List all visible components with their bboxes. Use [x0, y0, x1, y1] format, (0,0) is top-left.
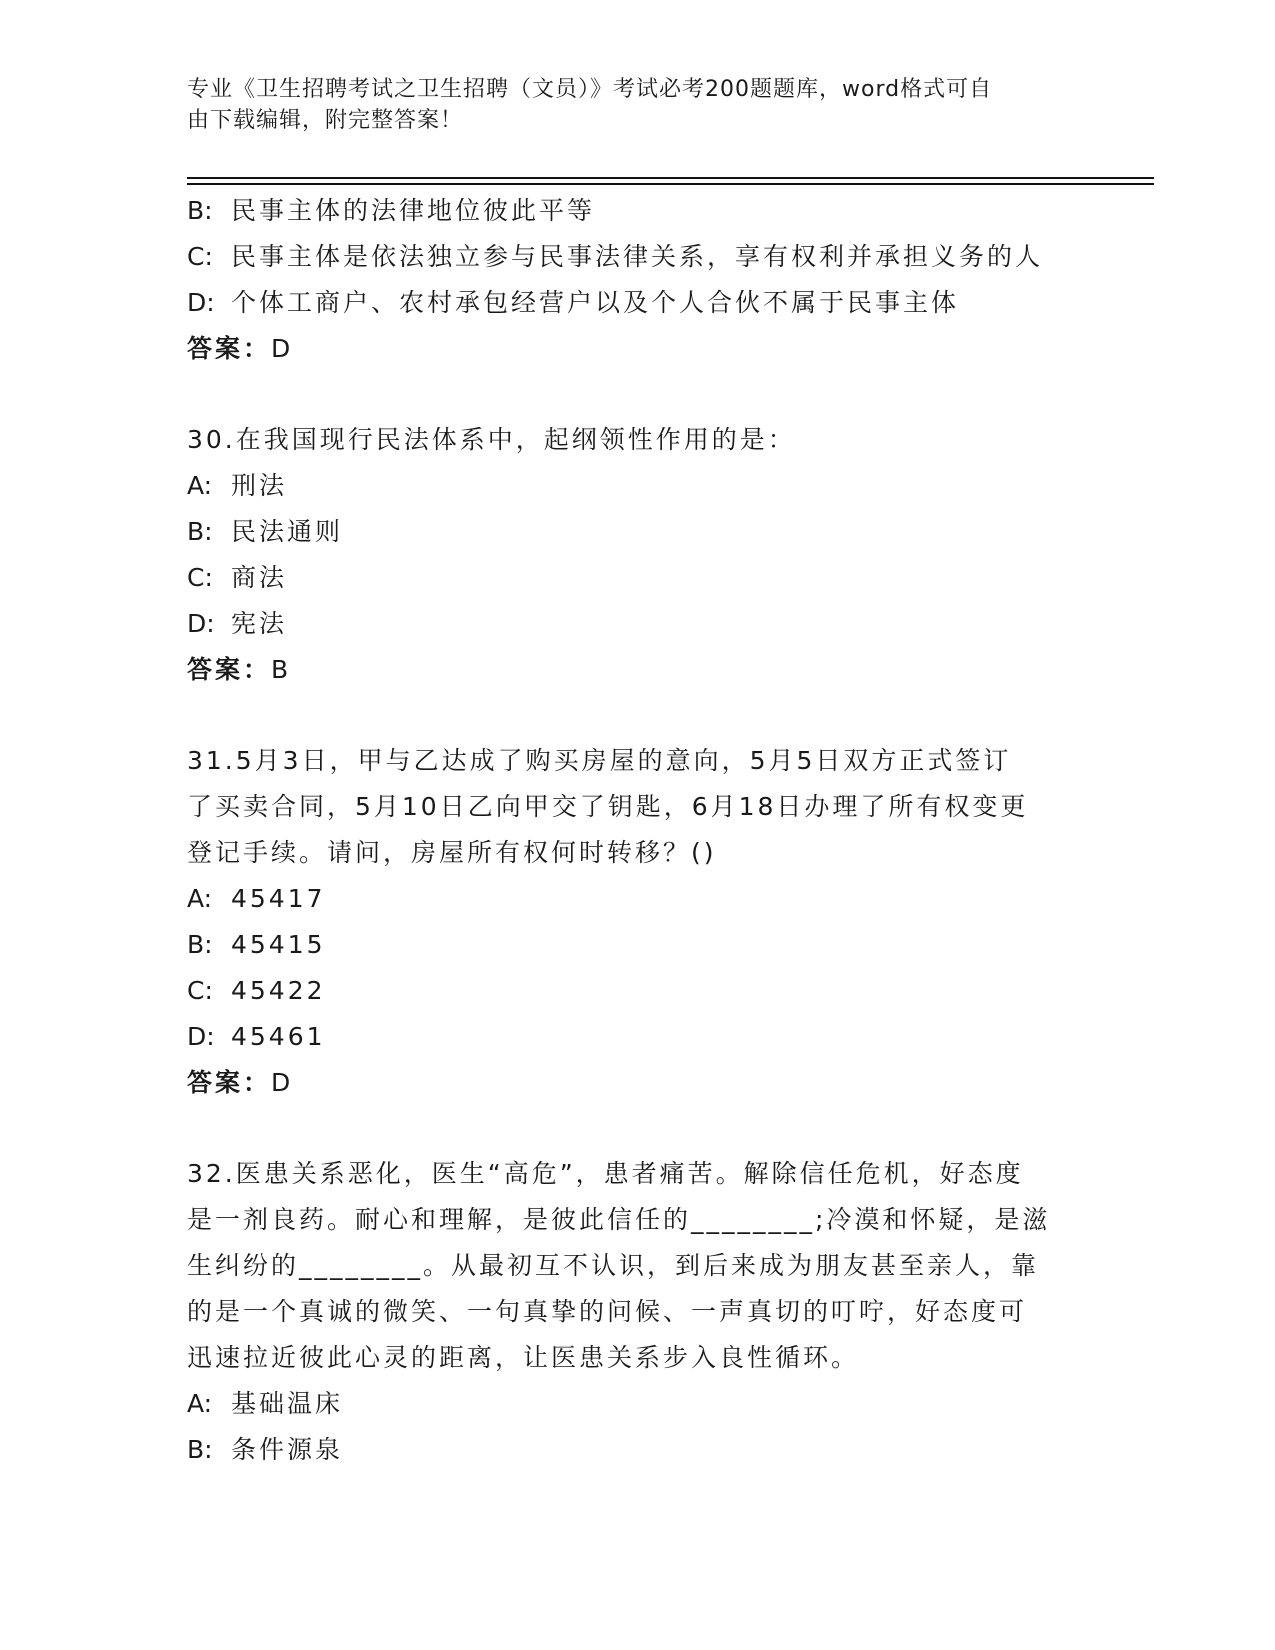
option-letter: C: [187, 242, 213, 271]
option-c [187, 555, 1087, 601]
option-b [187, 1427, 1087, 1473]
answer-label: 答案： [187, 334, 272, 363]
option-text: 民事主体的法律地位彼此平等 [231, 196, 596, 225]
question-32 [187, 1151, 1087, 1473]
question-stem-line: 32.医患关系恶化，医生“高危”，患者痛苦。解除信任危机，好态度 [187, 1159, 1024, 1188]
option-text: 45417 [231, 884, 326, 913]
header-divider-top [187, 177, 1154, 179]
question-stem-line: 登记手续。请问，房屋所有权何时转移？() [187, 838, 717, 867]
question-stem: 30.在我国现行民法体系中，起纲领性作用的是： [187, 425, 796, 454]
option-b [187, 922, 1087, 968]
question-30 [187, 417, 1087, 693]
option-b [187, 509, 1087, 555]
option-letter: B: [187, 196, 213, 225]
answer-line [187, 1060, 1087, 1106]
answer-line [187, 647, 1087, 693]
header-line-1: 专业《卫生招聘考试之卫生招聘（文员）》考试必考200题题库，word格式可自 [187, 77, 993, 102]
option-text: 45415 [231, 930, 326, 959]
option-text: 个体工商户、农村承包经营户以及个人合伙不属于民事主体 [231, 288, 960, 317]
question-stem-line: 生纠纷的________。从最初互不认识，到后来成为朋友甚至亲人，靠 [187, 1251, 1040, 1280]
question-stem-line: 迅速拉近彼此心灵的距离，让医患关系步入良性循环。 [187, 1343, 860, 1372]
option-text: 刑法 [231, 471, 288, 500]
option-letter: D: [187, 609, 215, 638]
answer-value: B [271, 655, 290, 684]
document-header [187, 74, 1067, 136]
option-c [187, 234, 1087, 280]
option-letter: C: [187, 976, 213, 1005]
answer-label: 答案： [187, 1068, 272, 1097]
option-d [187, 1014, 1087, 1060]
option-text: 条件源泉 [231, 1435, 344, 1464]
option-text: 商法 [231, 563, 288, 592]
option-letter: B: [187, 930, 213, 959]
option-text: 基础温床 [231, 1389, 344, 1418]
option-text: 45422 [231, 976, 326, 1005]
option-a [187, 1381, 1087, 1427]
option-a [187, 463, 1087, 509]
answer-label: 答案： [187, 655, 272, 684]
option-letter: A: [187, 884, 213, 913]
question-31 [187, 738, 1087, 1106]
question-stem-line: 31.5月3日，甲与乙达成了购买房屋的意向，5月5日双方正式签订 [187, 746, 1012, 775]
option-letter: B: [187, 517, 213, 546]
option-letter: A: [187, 471, 213, 500]
option-c [187, 968, 1087, 1014]
option-letter: D: [187, 288, 215, 317]
header-line-2: 由下载编辑，附完整答案！ [187, 108, 464, 133]
question-list [187, 188, 1087, 1473]
option-letter: D: [187, 1022, 215, 1051]
question-29-continuation [187, 188, 1087, 372]
question-stem-line: 是一剂良药。耐心和理解，是彼此信任的________;冷漠和怀疑，是滋 [187, 1205, 1051, 1234]
option-text: 宪法 [231, 609, 288, 638]
option-text: 民法通则 [231, 517, 344, 546]
option-text: 民事主体是依法独立参与民事法律关系，享有权利并承担义务的人 [231, 242, 1044, 271]
answer-value: D [271, 1068, 292, 1097]
answer-line [187, 326, 1087, 372]
option-letter: B: [187, 1435, 213, 1464]
option-letter: C: [187, 563, 213, 592]
option-d [187, 280, 1087, 326]
question-stem-line: 了买卖合同，5月10日乙向甲交了钥匙，6月18日办理了所有权变更 [187, 792, 1029, 821]
option-b [187, 188, 1087, 234]
answer-value: D [271, 334, 292, 363]
option-letter: A: [187, 1389, 213, 1418]
option-d [187, 601, 1087, 647]
option-a [187, 876, 1087, 922]
option-text: 45461 [231, 1022, 326, 1051]
question-stem-line: 的是一个真诚的微笑、一句真挚的问候、一声真切的叮咛，好态度可 [187, 1297, 1028, 1326]
header-divider-bottom [187, 183, 1154, 185]
